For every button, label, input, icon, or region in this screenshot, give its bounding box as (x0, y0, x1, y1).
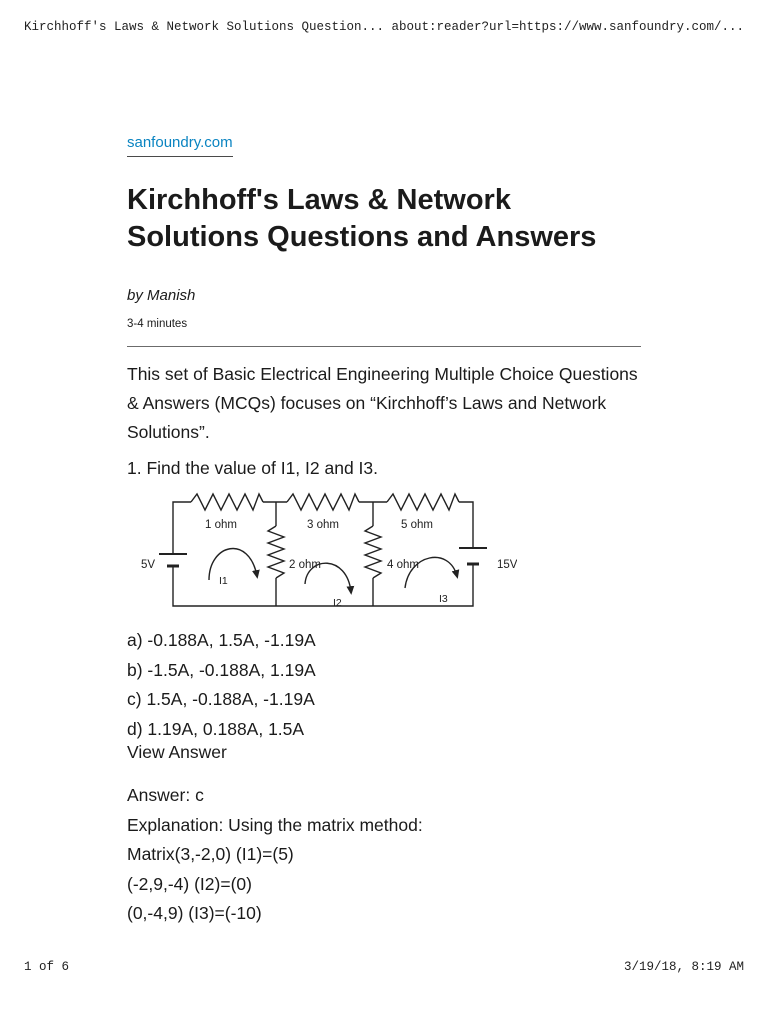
resistor-1ohm (191, 494, 263, 510)
label-i1: I1 (219, 575, 228, 587)
answer-line: Matrix(3,-2,0) (I1)=(5) (127, 844, 294, 864)
answer-line: (-2,9,-4) (I2)=(0) (127, 873, 252, 894)
print-timestamp: 3/19/18, 8:19 AM (623, 960, 744, 974)
resistor-2ohm (268, 526, 284, 578)
question-text: 1. Find the value of I1, I2 and I3. (127, 458, 378, 478)
answer-line: (0,-4,9) (I3)=(-10) (127, 903, 262, 923)
wire-bottom (173, 564, 473, 606)
view-answer-link[interactable]: View Answer (127, 742, 227, 762)
label-15v: 15V (497, 559, 517, 571)
answer-options (127, 626, 316, 744)
label-5ohm: 5 ohm (401, 519, 433, 531)
label-i3: I3 (439, 593, 448, 605)
answer-line: Explanation: Using the matrix method: (127, 814, 423, 835)
answer-block (127, 781, 423, 929)
label-2ohm: 2 ohm (289, 559, 321, 571)
option-c: c) 1.5A, -0.188A, -1.19A (127, 689, 315, 709)
label-4ohm: 4 ohm (387, 559, 419, 571)
intro-paragraph: This set of Basic Electrical Engineering Multiple Choice Questions & Answers (MCQs) focuses on “Kirchhoff’s Laws and Network Solutions”. (127, 364, 638, 442)
answer-line: Answer: c (127, 785, 204, 805)
resistor-4ohm (365, 526, 381, 578)
byline: by Manish (127, 287, 196, 304)
label-1ohm: 1 ohm (205, 519, 237, 531)
reader-header (24, 20, 744, 40)
circuit-diagram (137, 484, 517, 614)
loop-arrow-i1 (209, 549, 257, 580)
option-b: b) -1.5A, -0.188A, 1.19A (127, 659, 316, 680)
wire-left-top (173, 502, 191, 554)
read-time: 3-4 minutes (127, 318, 188, 330)
label-5v: 5V (141, 559, 156, 571)
header-url: about:reader?url=https://www.sanfoundry.com/... (391, 20, 744, 34)
header-page-title: Kirchhoff's Laws & Network Solutions Question... (24, 20, 385, 34)
wire-right-top (459, 502, 473, 548)
label-3ohm: 3 ohm (307, 519, 339, 531)
article-title: Kirchhoff's Laws & Network Solutions Questions and Answers (127, 184, 597, 253)
resistor-3ohm (287, 494, 359, 510)
divider (127, 346, 641, 347)
reader-footer (24, 960, 744, 980)
option-d: d) 1.19A, 0.188A, 1.5A (127, 718, 305, 739)
page-counter: 1 of 6 (24, 960, 70, 974)
source-domain-link[interactable]: sanfoundry.com (127, 134, 233, 157)
label-i2: I2 (333, 597, 342, 609)
resistor-5ohm (387, 494, 459, 510)
option-a: a) -0.188A, 1.5A, -1.19A (127, 630, 316, 650)
